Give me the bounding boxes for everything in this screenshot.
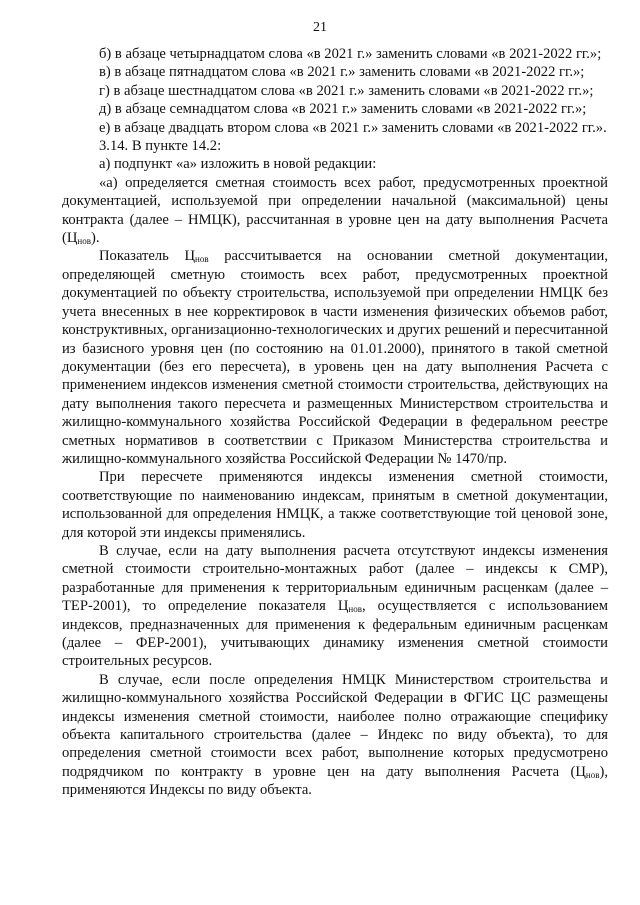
- subscript-nov: нов: [77, 236, 91, 247]
- object-index-end: ), применяются Индексы по виду объекта.: [62, 763, 608, 799]
- document-body: [62, 45, 608, 800]
- paragraph-a-end: ).: [90, 230, 100, 247]
- subscript-nov: нов: [195, 254, 209, 265]
- paragraph-a-intro: а) подпункт «а» изложить в новой редакции:: [99, 156, 377, 173]
- missing-indices-end: , осуществляется с использованием индексов, предназначенных для применения к федеральным единичным расценкам (далее – ФЕР-2001), учитывающих динамику изменения сметной стоимости строительных ресурсов.: [62, 598, 608, 670]
- paragraph-v: в) в абзаце пятнадцатом слова «в 2021 г.» заменить словами «в 2021-2022 гг.»;: [99, 64, 585, 81]
- paragraph-a-text: «а) определяется сметная стоимость всех работ, предусмотренных проектной документацией, используемой при определении начальной (максимальной) цены контракта (далее – НМЦК), рассчитанная в уровне цен на дату выполнения Расчета (Ц: [62, 174, 608, 247]
- paragraph-missing-indices: [62, 542, 608, 671]
- subscript-nov: нов: [585, 769, 600, 780]
- indicator-text: рассчитывается на основании сметной документации, определяющей сметную стоимость всех работ, предусмотренных проектной документацией по объекту строительства, используемой при определении НМЦК без учета внесенных в нее корректировок в части изменения физических объемов работ, конструктивных, организационно-технологических и других решений и пересчитанной из базисного уровня цен (по состоянию на 01.01.2000), принятого в такой сметной документации (без его пересчета), в уровень цен на дату выполнения Расчета с применением индексов изменения сметной стоимости строительства, действующих на дату выполнения такого пересчета и размещенных Министерством строительства и жилищно-коммунального хозяйства Российской Федерации в федеральном реестре сметных нормативов в соответствии с Приказом Министерства строительства и жилищно-коммунального хозяйства Российской Федерации № 1470/пр.: [62, 248, 609, 467]
- paragraph-object-index: [62, 671, 608, 800]
- paragraph-b: б) в абзаце четырнадцатом слова «в 2021 г.» заменить словами «в 2021-2022 гг.»;: [99, 46, 602, 62]
- paragraph-recalculation: При пересчете применяются индексы изменения сметной стоимости, соответствующие по наименованию индексам, принятым в сметной документации, использованной для определения НМЦК, а также соответствующие той ценовой зоне, для которой эти индексы применялись.: [62, 469, 608, 541]
- page-number: 21: [313, 20, 327, 35]
- missing-indices-text: В случае, если на дату выполнения расчета отсутствуют индексы изменения сметной стоимости строительно-монтажных работ (далее – индексы к СМР), разработанные для применения к территориальным единичным расценкам (далее – ТЕР-2001), то определение показателя Ц: [62, 542, 608, 615]
- paragraph-d: д) в абзаце семнадцатом слова «в 2021 г.» заменить словами «в 2021-2022 гг.»;: [99, 101, 587, 118]
- subscript-nov: нов: [348, 604, 362, 615]
- paragraph-e: е) в абзаце двадцать втором слова «в 2021 г.» заменить словами «в 2021-2022 гг.».: [99, 119, 607, 136]
- paragraph-indicator: [62, 247, 608, 468]
- paragraph-3-14: 3.14. В пункте 14.2:: [99, 138, 222, 155]
- paragraph-g: г) в абзаце шестнадцатом слова «в 2021 г.» заменить словами «в 2021-2022 гг.»;: [99, 82, 594, 99]
- paragraph-a-new-edition: [62, 174, 608, 248]
- indicator-start: Показатель Ц: [99, 248, 196, 265]
- object-index-text: В случае, если после определения НМЦК Министерством строительства и жилищно-коммунального хозяйства Российской Федерации в ФГИС ЦС размещены индексы изменения сметной стоимости, наиболее полно отражающие специфику объекта капитального строительства (далее – Индекс по виду объекта), то для определения сметной стоимости всех работ, выполнение которых предусмотрено подрядчиком по контракту в уровне цен на дату выполнения Расчета (Ц: [62, 671, 608, 780]
